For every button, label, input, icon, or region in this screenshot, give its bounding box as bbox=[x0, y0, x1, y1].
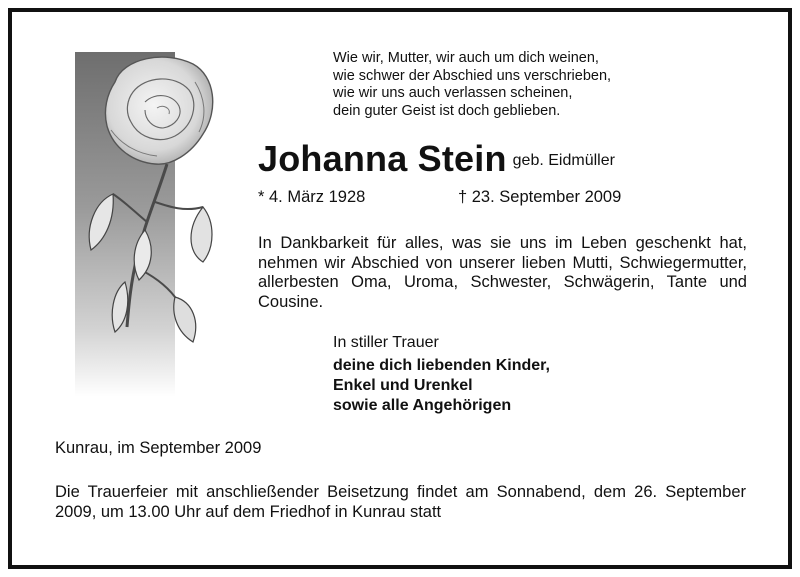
mourner-line: sowie alle Angehörigen bbox=[333, 397, 512, 414]
mourner-line: Enkel und Urenkel bbox=[333, 377, 473, 394]
death-date: † 23. September 2009 bbox=[458, 188, 622, 206]
poem-line: dein guter Geist ist doch geblieben. bbox=[333, 102, 561, 119]
birth-name: geb. Eidmüller bbox=[512, 152, 615, 169]
deceased-name: Johanna Stein bbox=[258, 138, 507, 179]
poem bbox=[333, 50, 611, 120]
mourning-intro: In stiller Trauer bbox=[333, 334, 439, 351]
poem-line: wie wir uns auch verlassen scheinen, bbox=[333, 85, 573, 101]
funeral-notice: Die Trauerfeier mit anschließender Beisetzung findet am Sonnabend, dem 26. September 2009, um 13.00 Uhr auf dem Friedhof in Kunrau statt bbox=[55, 483, 746, 521]
birth-date: * 4. März 1928 bbox=[258, 188, 366, 206]
poem-line: wie schwer der Abschied uns verschrieben, bbox=[333, 67, 612, 84]
gratitude-text: In Dankbarkeit für alles, was sie uns im Leben geschenkt hat, nehmen wir Abschied von unserer lieben Mutti, Schwiegermutter, allerbesten Oma, Uroma, Schwester, Schwägerin, Tante und Cousine. bbox=[258, 234, 747, 311]
mourners-block bbox=[333, 333, 550, 416]
poem-line: Wie wir, Mutter, wir auch um dich weinen, bbox=[333, 50, 599, 66]
rose-image bbox=[75, 52, 220, 397]
mourner-line: deine dich liebenden Kinder, bbox=[333, 357, 550, 374]
deceased-name-line bbox=[258, 138, 615, 180]
place-date: Kunrau, im September 2009 bbox=[55, 439, 262, 457]
